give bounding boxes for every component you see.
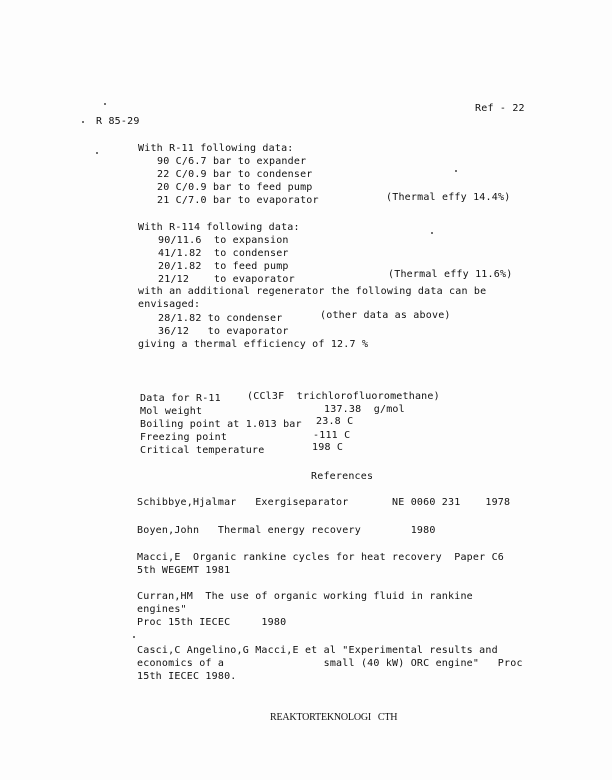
scan-speck — [455, 170, 457, 172]
property-label: Boiling point at 1.013 bar — [140, 419, 302, 430]
r11-row: 90 C/6.7 bar to expander — [157, 156, 307, 167]
r11-row: 21 C/7.0 bar to evaporator — [157, 195, 319, 206]
scan-speck — [82, 121, 84, 123]
property-value: -111 C — [313, 430, 351, 441]
footer-institution: REAKTORTEKNOLOGI CTH — [270, 712, 398, 723]
references-heading: References — [311, 471, 374, 482]
regenerator-row: 36/12 to evaporator — [158, 326, 289, 337]
r114-efficiency-note: (Thermal effy 11.6%) — [388, 269, 513, 280]
r11-efficiency-note: (Thermal effy 14.4%) — [386, 192, 511, 203]
reference-line: Proc 15th IECEC 1980 — [137, 617, 287, 628]
scan-speck — [133, 636, 135, 638]
r114-row: 20/1.82 to feed pump — [158, 261, 289, 272]
property-label: Critical temperature — [140, 445, 265, 456]
r114-row: 21/12 to evaporator — [158, 274, 295, 285]
property-label: Freezing point — [140, 432, 228, 443]
r11-row: 20 C/0.9 bar to feed pump — [157, 182, 313, 193]
reference-line: Boyen,John Thermal energy recovery 1980 — [137, 525, 436, 536]
r114-intro: With R-114 following data: — [138, 222, 300, 233]
property-value: 198 C — [312, 442, 344, 453]
report-id: R 85-29 — [96, 116, 140, 127]
reference-line: engines" — [137, 604, 187, 615]
reference-line: Curran,HM The use of organic working fluid in rankine — [137, 591, 473, 602]
r114-row: 90/11.6 to expansion — [158, 235, 289, 246]
property-label: Mol weight — [140, 406, 203, 417]
scan-speck — [431, 232, 433, 234]
property-value: 23.8 C — [316, 416, 354, 427]
reference-line: economics of a small (40 kW) ORC engine" Proc — [137, 658, 523, 669]
scan-speck — [96, 152, 98, 154]
regenerator-note: (other data as above) — [320, 310, 451, 321]
reference-line: 5th WEGEMT 1981 — [137, 565, 231, 576]
regenerator-result: giving a thermal efficiency of 12.7 % — [138, 339, 369, 350]
regenerator-line: with an additional regenerator the following data can be — [138, 286, 487, 297]
page-ref: Ref - 22 — [475, 103, 525, 114]
r11-data-formula: (CCl3F trichlorofluoromethane) — [247, 391, 440, 402]
r114-row: 41/1.82 to condenser — [158, 248, 289, 259]
reference-line: Macci,E Organic rankine cycles for heat recovery Paper C6 — [137, 552, 505, 563]
regenerator-row: 28/1.82 to condenser — [158, 313, 283, 324]
regenerator-line: envisaged: — [138, 299, 201, 310]
r11-row: 22 C/0.9 bar to condenser — [157, 169, 313, 180]
property-value: 137.38 g/mol — [324, 404, 405, 415]
reference-line: Schibbye,Hjalmar Exergiseparator NE 0060 231 1978 — [137, 497, 511, 508]
reference-line: 15th IECEC 1980. — [137, 671, 237, 682]
r11-intro: With R-11 following data: — [138, 143, 294, 154]
scan-speck — [104, 103, 106, 105]
reference-line: Casci,C Angelino,G Macci,E et al "Experimental results and — [137, 645, 498, 656]
r11-data-title: Data for R-11 — [140, 393, 221, 404]
